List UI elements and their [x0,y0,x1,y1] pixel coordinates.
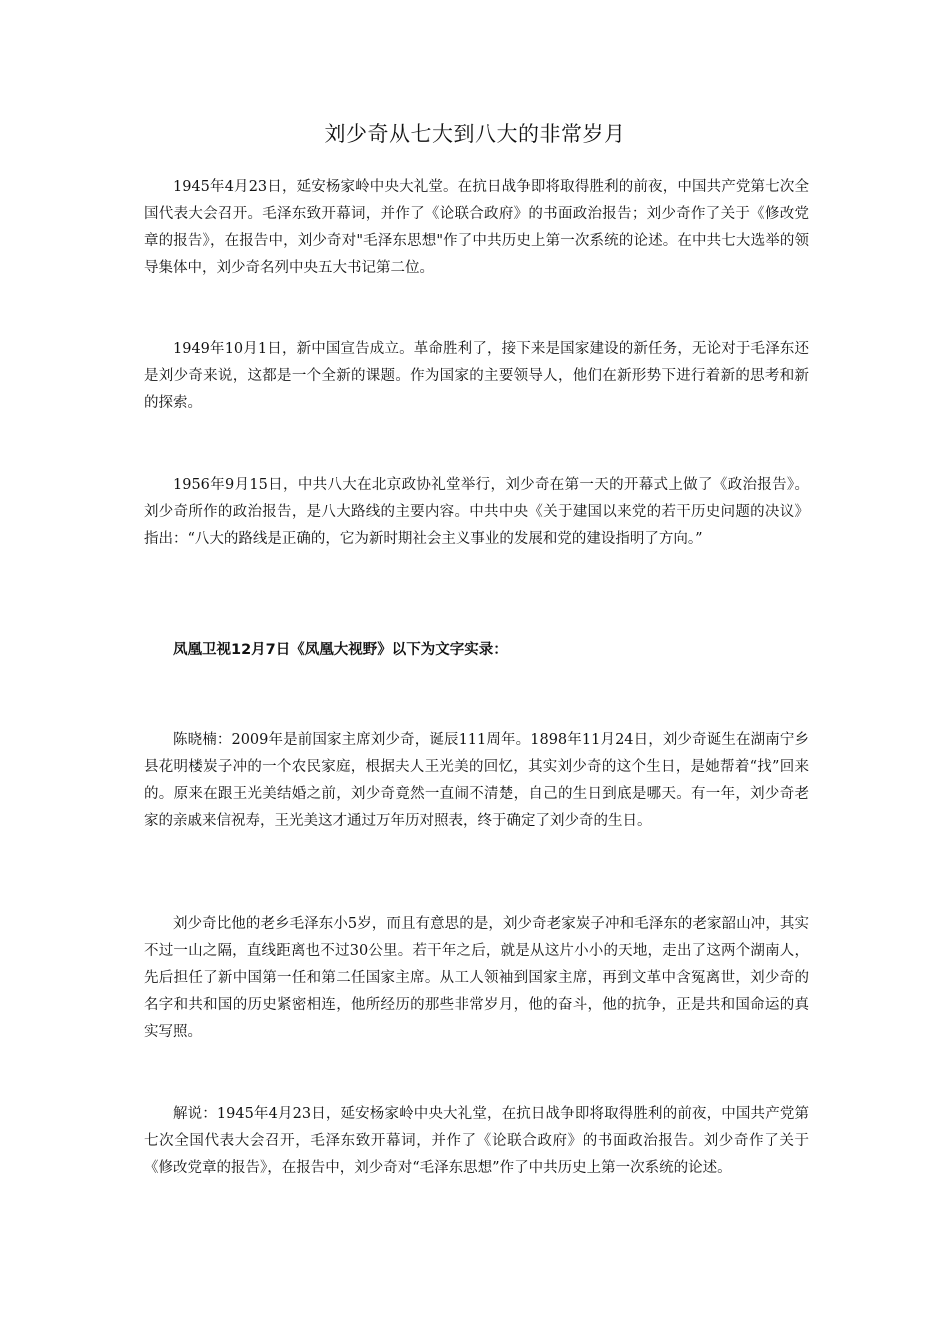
document-title: 刘少奇从七大到八大的非常岁月 [324,122,626,146]
paragraph-1949-founding: 1949年10月1日，新中国宣告成立。革命胜利了，接下来是国家建设的新任务，无论对于毛泽东还是刘少奇来说，这都是一个全新的课题。作为国家的主要领导人，他们在新形势下进行着新的思考和新的探索。 [144,341,809,411]
paragraph-narration: 解说：1945年4月23日，延安杨家岭中央大礼堂，在抗日战争即将取得胜利的前夜，中国共产党第七次全国代表大会召开，毛泽东致开幕词，并作了《论联合政府》的书面政治报告。刘少奇作了关于《修改党章的报告》，在报告中，刘少奇对“毛泽东思想”作了中共历史上第一次系统的论述。 [144,1106,809,1176]
paragraph-chen-xiaonan: 陈晓楠：2009年是前国家主席刘少奇，诞辰111周年。1898年11月24日，刘少奇诞生在湖南宁乡县花明楼炭子冲的一个农民家庭，根据夫人王光美的回忆，其实刘少奇的这个生日，是她帮着“找”回来的。原来在跟王光美结婚之前，刘少奇竟然一直闹不清楚，自己的生日到底是哪天。有一年，刘少奇老家的亲戚来信祝寿，王光美这才通过万年历对照表，终于确定了刘少奇的生日。 [144,732,809,829]
paragraph-1956-eighth-congress: 1956年9月15日，中共八大在北京政协礼堂举行，刘少奇在第一天的开幕式上做了《政治报告》。刘少奇所作的政治报告，是八大路线的主要内容。中共中央《关于建国以来党的若干历史问题的决议》指出：“八大的路线是正确的，它为新时期社会主义事业的发展和党的建设指明了方向。” [144,477,809,547]
transcript-heading: 凤凰卫视12月7日《凤凰大视野》以下为文字实录： [173,642,508,658]
paragraph-liu-and-mao: 刘少奇比他的老乡毛泽东小5岁，而且有意思的是，刘少奇老家炭子冲和毛泽东的老家韶山冲，其实不过一山之隔，直线距离也不过30公里。若干年之后，就是从这片小小的天地，走出了这两个湖南人，先后担任了新中国第一任和第二任国家主席。从工人领袖到国家主席，再到文革中含冤离世，刘少奇的名字和共和国的历史紧密相连，他所经历的那些非常岁月，他的奋斗，他的抗争，正是共和国命运的真实写照。 [144,916,809,1040]
paragraph-1945-seventh-congress: 1945年4月23日，延安杨家岭中央大礼堂。在抗日战争即将取得胜利的前夜，中国共产党第七次全国代表大会召开。毛泽东致开幕词，并作了《论联合政府》的书面政治报告；刘少奇作了关于《修改党章的报告》，在报告中，刘少奇对"毛泽东思想"作了中共历史上第一次系统的论述。在中共七大选举的领导集体中，刘少奇名列中央五大书记第二位。 [144,179,809,276]
